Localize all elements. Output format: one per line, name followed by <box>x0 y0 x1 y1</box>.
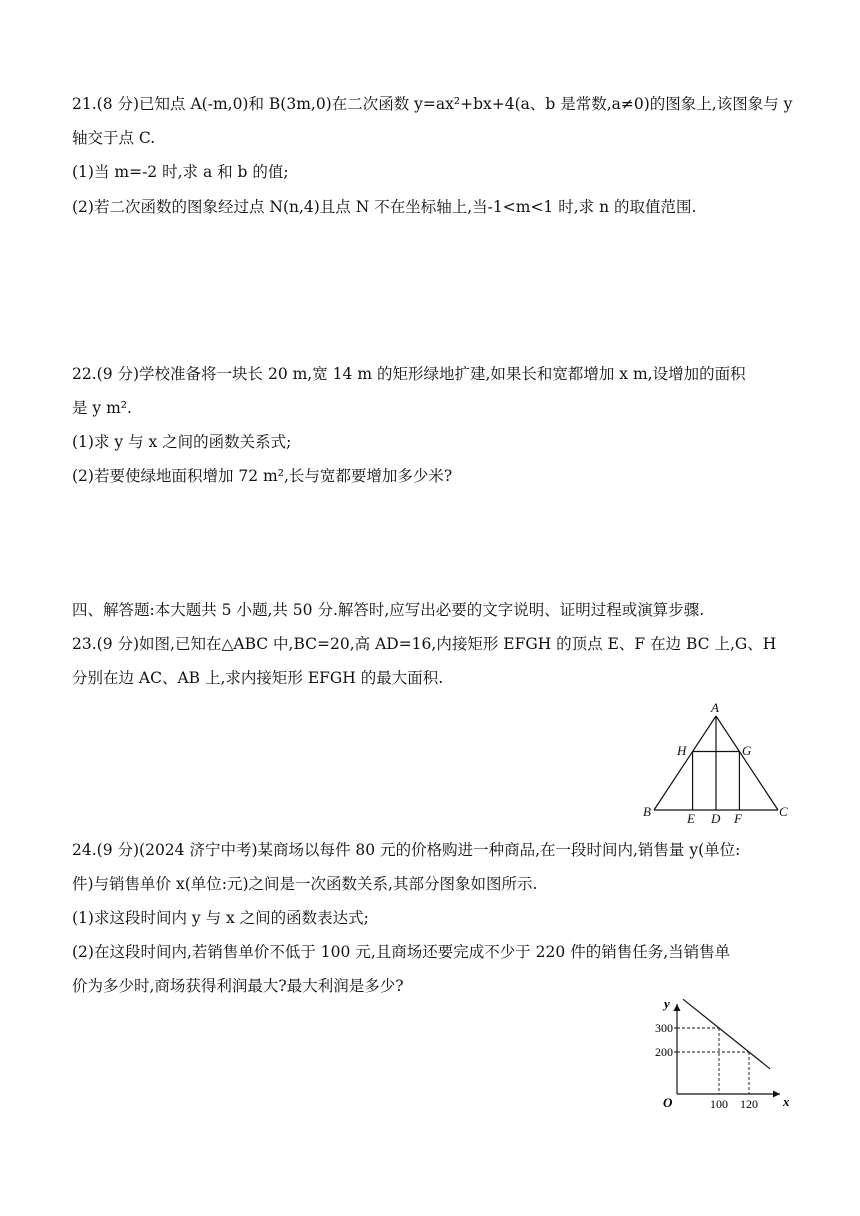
q24-part1: (1)求这段时间内 y 与 x 之间的函数表达式; <box>72 909 369 927</box>
sales-line <box>683 999 770 1069</box>
label-f: F <box>734 811 742 826</box>
side-ac <box>716 716 778 810</box>
triangle-figure <box>640 700 790 826</box>
section-heading: 四、解答题:本大题共 5 小题,共 50 分.解答时,应写出必要的文字说明、证明过程或演算步骤. <box>72 601 705 619</box>
q21-line2: 轴交于点 C. <box>72 129 156 147</box>
q23-line1: 23.(9 分)如图,已知在△ABC 中,BC=20,高 AD=16,内接矩形 EFGH 的顶点 E、F 在边 BC 上,G、H <box>72 635 777 653</box>
q22-part2: (2)若要使绿地面积增加 72 m²,长与宽都要增加多少米? <box>72 467 453 485</box>
x-axis-label: x <box>783 1094 790 1109</box>
y-axis-label: y <box>664 996 670 1011</box>
q22-line1: 22.(9 分)学校准备将一块长 20 m,宽 14 m 的矩形绿地扩建,如果长和宽都增加 x m,设增加的面积 <box>72 365 746 383</box>
side-ab <box>654 716 716 810</box>
x-tick-label-100: 100 <box>710 1097 728 1111</box>
origin-label: O <box>663 1095 673 1110</box>
label-a: A <box>711 700 719 715</box>
y-tick-label-200: 200 <box>655 1045 673 1059</box>
label-b: B <box>643 804 651 819</box>
label-c: C <box>779 804 788 819</box>
x-tick-label-120: 120 <box>740 1097 758 1111</box>
q22-part1: (1)求 y 与 x 之间的函数关系式; <box>72 433 292 451</box>
q21-part2: (2)若二次函数的图象经过点 N(n,4)且点 N 不在坐标轴上,当-1<m<1 时,求 n 的取值范围. <box>72 198 697 216</box>
q21-part1: (1)当 m=-2 时,求 a 和 b 的值; <box>72 163 289 181</box>
label-g: G <box>742 743 752 758</box>
q24-part2-line2: 价为多少时,商场获得利润最大?最大利润是多少? <box>72 977 404 995</box>
q23-line2: 分别在边 AC、AB 上,求内接矩形 EFGH 的最大面积. <box>72 669 444 687</box>
q24-part2-line1: (2)在这段时间内,若销售单价不低于 100 元,且商场还要完成不少于 220 件的销售任务,当销售单 <box>72 943 731 961</box>
sales-graph <box>640 992 800 1116</box>
q24-line2: 件)与销售单价 x(单位:元)之间是一次函数关系,其部分图象如图所示. <box>72 875 538 893</box>
label-h: H <box>677 743 687 758</box>
q22-line2: 是 y m². <box>72 399 132 417</box>
y-tick-label-300: 300 <box>655 1021 673 1035</box>
label-d: D <box>711 811 721 826</box>
q24-line1: 24.(9 分)(2024 济宁中考)某商场以每件 80 元的价格购进一种商品,在一段时间内,销售量 y(单位: <box>72 841 741 859</box>
label-e: E <box>687 811 695 826</box>
q21-line1: 21.(8 分)已知点 A(-m,0)和 B(3m,0)在二次函数 y=ax²+bx+4(a、b 是常数,a≠0)的图象上,该图象与 y <box>72 95 793 113</box>
